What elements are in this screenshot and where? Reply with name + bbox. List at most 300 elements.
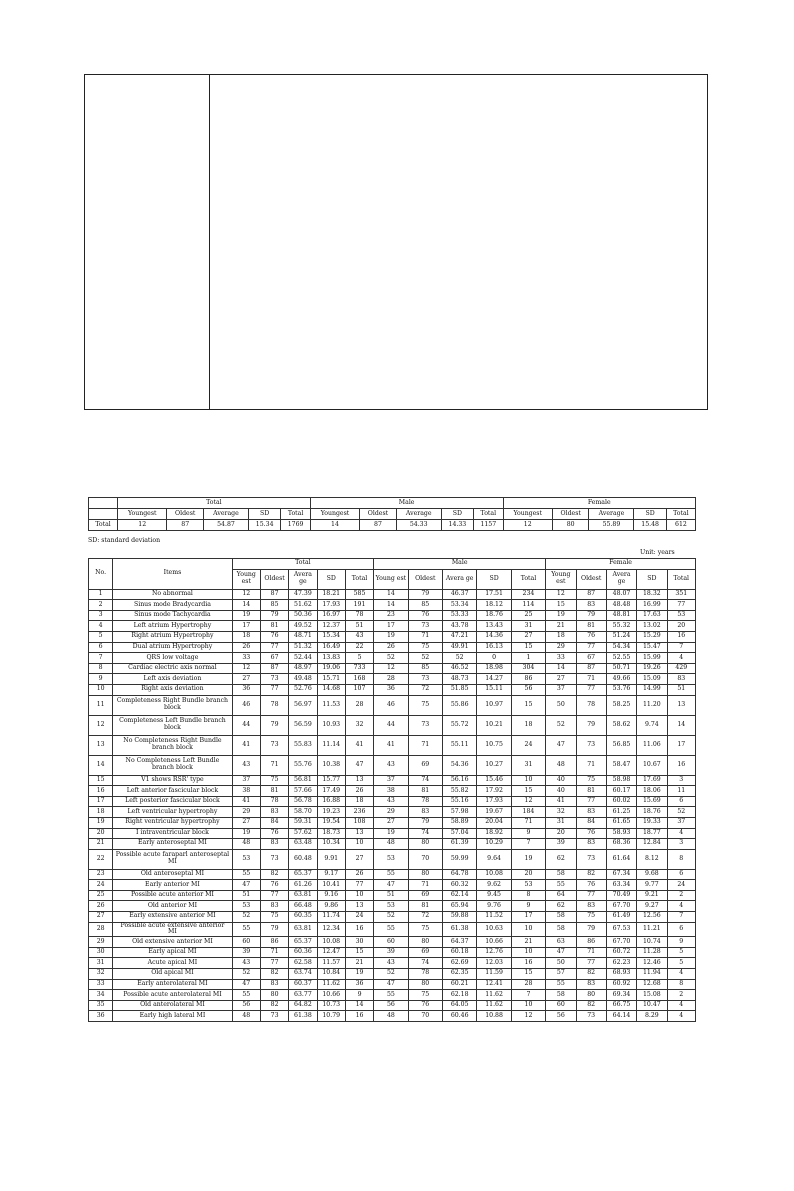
row-item-name: Old anteroseptal MI [113,869,232,880]
table-cell: 18 [232,631,260,642]
summary-row-label: Total [89,520,118,531]
table-cell: 55 [374,869,408,880]
table-cell: 58.89 [442,817,476,828]
table-cell: 46 [232,695,260,715]
table-cell: 304 [511,663,545,674]
table-cell: 44 [374,715,408,735]
table-cell: 75 [260,912,288,923]
table-row [89,890,696,901]
table-cell: 13.83 [317,653,345,664]
summary-table [88,497,696,531]
table-cell: 4 [667,1011,695,1022]
table-cell: 10 [511,1000,545,1011]
table-cell: 68.93 [606,969,636,980]
table-cell: 49.48 [289,674,317,685]
table-row [89,979,696,990]
table-cell: 66.48 [289,901,317,912]
row-number: 10 [89,684,113,695]
table-row [89,796,696,807]
table-cell: 43 [374,958,408,969]
table-cell: 83 [260,901,288,912]
summary-cell: 14 [310,520,359,531]
table-cell: 32 [546,807,576,818]
row-item-name: Old apical MI [113,969,232,980]
table-cell: 64.37 [442,937,476,948]
table-cell: 10 [511,947,545,958]
table-cell: 78 [576,695,606,715]
table-row [89,642,696,653]
table-cell: 15.99 [637,653,667,664]
table-cell: 6 [667,869,695,880]
table-cell: 65.37 [289,869,317,880]
table-cell: 56.16 [442,775,476,786]
table-cell: 12.34 [317,922,345,937]
table-cell: 41 [232,735,260,755]
table-row [89,828,696,839]
table-cell: 64.14 [606,1011,636,1022]
summary-subheader: Youngest [503,509,552,520]
table-cell: 36 [232,684,260,695]
table-cell: 67 [576,653,606,664]
items-group-male: Male [374,559,546,570]
table-cell: 29 [546,642,576,653]
table-cell: 12 [232,589,260,600]
table-cell: 9.64 [477,849,511,869]
table-cell: 7 [667,912,695,923]
table-cell: 9.16 [317,890,345,901]
table-cell: 57.66 [289,786,317,797]
sd-footnote: SD: standard deviation [88,537,161,544]
table-cell: 77 [576,642,606,653]
table-cell: 71 [408,880,442,891]
table-cell: 47 [374,880,408,891]
table-cell: 69 [408,947,442,958]
box-divider [209,75,210,409]
summary-subheader: Oldest [360,509,397,520]
table-cell: 41 [546,796,576,807]
table-cell: 71 [511,817,545,828]
table-cell: 80 [408,839,442,850]
row-item-name: Early anteroseptal MI [113,839,232,850]
table-cell: 27 [345,849,373,869]
table-cell: 8 [667,849,695,869]
table-cell: 40 [546,775,576,786]
table-cell: 60.36 [289,947,317,958]
table-cell: 48.97 [289,663,317,674]
table-cell: 37 [232,775,260,786]
table-cell: 55 [374,922,408,937]
table-cell: 10.41 [317,880,345,891]
table-cell: 12.47 [317,947,345,958]
table-cell: 16.88 [317,796,345,807]
table-cell: 60.72 [606,947,636,958]
table-cell: 46.52 [442,663,476,674]
table-cell: 77 [260,642,288,653]
row-number: 21 [89,839,113,850]
row-item-name: Possible acute anterolateral MI [113,990,232,1001]
table-cell: 83 [260,839,288,850]
table-cell: 57.98 [442,807,476,818]
table-cell: 76 [576,631,606,642]
table-cell: 57 [546,969,576,980]
table-cell: 17.69 [637,775,667,786]
table-cell: 19.26 [637,663,667,674]
items-subheader: Avera ge [289,569,317,589]
table-cell: 11.62 [317,979,345,990]
table-cell: 9.62 [477,880,511,891]
table-cell: 64.78 [442,869,476,880]
table-row [89,969,696,980]
table-cell: 56.81 [289,775,317,786]
table-cell: 38 [374,786,408,797]
row-item-name: Old extensive anterior MI [113,937,232,948]
row-item-name: Left atrium Hypertrophy [113,621,232,632]
table-cell: 51.24 [606,631,636,642]
table-cell: 62.23 [606,958,636,969]
table-row [89,869,696,880]
unit-label: Unit: years [640,549,675,556]
table-cell: 47 [546,735,576,755]
table-cell: 55.16 [442,796,476,807]
table-cell: 15 [546,600,576,611]
items-subheader: Oldest [576,569,606,589]
table-cell: 58.98 [606,775,636,786]
table-cell: 61.64 [606,849,636,869]
table-cell: 70.49 [606,890,636,901]
table-cell: 11.53 [317,695,345,715]
row-item-name: Old anterior MI [113,901,232,912]
items-subheader: SD [317,569,345,589]
table-row [89,600,696,611]
table-cell: 15 [511,642,545,653]
table-cell: 19 [232,610,260,621]
table-cell: 61.26 [289,880,317,891]
table-cell: 87 [576,663,606,674]
table-cell: 73 [576,1011,606,1022]
table-cell: 37 [374,775,408,786]
summary-group-total: Total [118,498,311,509]
table-cell: 47 [546,947,576,958]
table-cell: 11.21 [637,922,667,937]
row-number: 30 [89,947,113,958]
table-cell: 14.68 [317,684,345,695]
table-cell: 60.35 [289,912,317,923]
row-number: 24 [89,880,113,891]
table-cell: 15.11 [477,684,511,695]
table-cell: 18 [511,715,545,735]
summary-cell: 1157 [474,520,503,531]
table-cell: 51.32 [289,642,317,653]
table-cell: 71 [576,674,606,685]
table-cell: 11 [667,786,695,797]
table-cell: 9.45 [477,890,511,901]
table-cell: 75 [576,912,606,923]
table-cell: 82 [260,1000,288,1011]
summary-corner-cell [89,498,118,509]
table-cell: 58 [546,922,576,937]
table-cell: 19 [374,631,408,642]
table-cell: 62.18 [442,990,476,1001]
table-cell: 83 [667,674,695,685]
table-cell: 76 [576,828,606,839]
items-subheader: Young est [232,569,260,589]
table-cell: 56 [511,684,545,695]
table-cell: 10.27 [477,755,511,775]
table-cell: 19.33 [637,817,667,828]
table-cell: 75 [408,642,442,653]
table-cell: 16 [667,755,695,775]
table-cell: 9.68 [637,869,667,880]
table-cell: 81 [408,786,442,797]
table-cell: 53 [511,880,545,891]
table-cell: 15.47 [637,642,667,653]
table-cell: 29 [232,807,260,818]
table-cell: 10.88 [477,1011,511,1022]
table-cell: 10.75 [477,735,511,755]
summary-subheader: SD [441,509,473,520]
table-cell: 10.21 [477,715,511,735]
table-cell: 10.08 [477,869,511,880]
table-cell: 26 [232,642,260,653]
row-number: 22 [89,849,113,869]
table-cell: 79 [576,610,606,621]
table-cell: 49.66 [606,674,636,685]
summary-subheader: Youngest [118,509,167,520]
table-cell: 58 [546,912,576,923]
table-cell: 63.34 [606,880,636,891]
table-cell: 15.71 [317,674,345,685]
table-cell: 73 [260,1011,288,1022]
table-row [89,807,696,818]
table-cell: 12 [374,663,408,674]
table-cell: 77 [576,958,606,969]
table-cell: 72 [408,912,442,923]
table-cell: 75 [408,695,442,715]
table-cell: 85 [260,600,288,611]
row-number: 15 [89,775,113,786]
summary-subheader: SD [634,509,666,520]
table-row [89,674,696,685]
table-cell: 53 [374,901,408,912]
table-cell: 82 [576,1000,606,1011]
table-cell: 7 [511,839,545,850]
row-number: 36 [89,1011,113,1022]
table-cell: 11.14 [317,735,345,755]
table-cell: 18.92 [477,828,511,839]
table-cell: 11.62 [477,990,511,1001]
table-cell: 52 [232,969,260,980]
table-cell: 18.06 [637,786,667,797]
table-cell: 63 [546,937,576,948]
table-cell: 12.56 [637,912,667,923]
table-cell: 60.46 [442,1011,476,1022]
table-cell: 9.17 [317,869,345,880]
table-cell: 79 [260,715,288,735]
table-cell: 17 [667,735,695,755]
table-cell: 81 [260,621,288,632]
table-cell: 16 [345,922,373,937]
summary-subheader: Average [396,509,441,520]
row-item-name: Left axis deviation [113,674,232,685]
table-cell: 11.59 [477,969,511,980]
summary-subheader: Average [204,509,249,520]
table-cell: 69 [408,890,442,901]
table-cell: 81 [408,901,442,912]
table-cell: 10 [511,775,545,786]
table-cell: 55 [546,979,576,990]
items-subheader: Young est [546,569,576,589]
table-cell: 11.06 [637,735,667,755]
summary-cell: 1769 [281,520,310,531]
row-number: 19 [89,817,113,828]
table-cell: 79 [408,589,442,600]
table-cell: 51 [345,621,373,632]
table-cell: 59.99 [442,849,476,869]
table-cell: 4 [667,828,695,839]
row-item-name: Right atrium Hypertrophy [113,631,232,642]
table-cell: 79 [408,817,442,828]
table-cell: 10.66 [317,990,345,1001]
table-cell: 36 [374,684,408,695]
table-cell: 58.47 [606,755,636,775]
table-cell: 733 [345,663,373,674]
table-cell: 55 [232,869,260,880]
table-cell: 61.25 [606,807,636,818]
table-cell: 46 [374,695,408,715]
table-cell: 49.91 [442,642,476,653]
table-cell: 4 [667,1000,695,1011]
table-cell: 76 [260,631,288,642]
table-cell: 12 [546,589,576,600]
table-cell: 79 [260,610,288,621]
table-cell: 47.21 [442,631,476,642]
table-cell: 81 [576,786,606,797]
table-cell: 80 [576,990,606,1001]
items-group-header-row [89,559,696,570]
row-number: 27 [89,912,113,923]
table-cell: 76 [260,880,288,891]
table-cell: 63.81 [289,922,317,937]
row-item-name: Completeness Right Bundle branch block [113,695,232,715]
table-row [89,610,696,621]
table-cell: 51 [232,890,260,901]
summary-subheader: Total [666,509,695,520]
table-cell: 48 [374,1011,408,1022]
row-number: 33 [89,979,113,990]
row-number: 34 [89,990,113,1001]
table-cell: 10 [345,839,373,850]
table-cell: 62.35 [442,969,476,980]
table-cell: 32 [345,715,373,735]
table-cell: 64.82 [289,1000,317,1011]
table-cell: 48.48 [606,600,636,611]
table-cell: 56 [374,1000,408,1011]
table-cell: 62.58 [289,958,317,969]
table-cell: 31 [511,755,545,775]
table-cell: 55.82 [442,786,476,797]
row-number: 26 [89,901,113,912]
table-cell: 11.52 [477,912,511,923]
summary-cell: 612 [666,520,695,531]
table-cell: 39 [232,947,260,958]
table-cell: 9.91 [317,849,345,869]
row-item-name: Left ventricular hypertrophy [113,807,232,818]
table-cell: 65.94 [442,901,476,912]
summary-group-male: Male [310,498,503,509]
table-cell: 61.38 [442,922,476,937]
table-cell: 14 [546,663,576,674]
row-item-name: Cardiac electric axis normal [113,663,232,674]
table-cell: 27 [374,817,408,828]
table-row [89,775,696,786]
table-cell: 62 [546,849,576,869]
table-cell: 14.99 [637,684,667,695]
table-cell: 75 [408,922,442,937]
table-cell: 9.77 [637,880,667,891]
table-cell: 53.34 [442,600,476,611]
table-cell: 86 [260,937,288,948]
items-group-total: Total [232,559,374,570]
table-cell: 10.67 [637,755,667,775]
table-cell: 20 [511,869,545,880]
table-cell: 60.18 [442,947,476,958]
row-item-name: Possible acute extensive anterior MI [113,922,232,937]
summary-cell: 15.34 [248,520,280,531]
table-cell: 52 [408,653,442,664]
table-cell: 19.23 [317,807,345,818]
table-cell: 87 [260,589,288,600]
table-cell: 12.03 [477,958,511,969]
table-cell: 52 [374,969,408,980]
table-cell: 50.36 [289,610,317,621]
table-cell: 429 [667,663,695,674]
table-cell: 9.21 [637,890,667,901]
empty-boxed-area [84,74,708,410]
table-cell: 55.32 [606,621,636,632]
table-cell: 67.53 [606,922,636,937]
table-cell: 8.12 [637,849,667,869]
table-cell: 71 [408,631,442,642]
table-cell: 56.97 [289,695,317,715]
table-cell: 10.93 [317,715,345,735]
row-number: 32 [89,969,113,980]
table-cell: 43.78 [442,621,476,632]
summary-cell: 54.33 [396,520,441,531]
table-cell: 48.81 [606,610,636,621]
table-cell: 78 [408,969,442,980]
table-row [89,937,696,948]
table-cell: 14 [374,589,408,600]
table-cell: 50 [546,958,576,969]
table-cell: 16 [511,958,545,969]
table-cell: 54.34 [606,642,636,653]
table-cell: 5 [667,958,695,969]
table-cell: 57.04 [442,828,476,839]
table-cell: 19.06 [317,663,345,674]
table-cell: 65.37 [289,937,317,948]
summary-cell: 80 [552,520,589,531]
table-row [89,990,696,1001]
table-cell: 47 [232,979,260,990]
table-cell: 17.63 [637,610,667,621]
table-cell: 18.32 [637,589,667,600]
row-item-name: Completeness Left Bundle branch block [113,715,232,735]
row-number: 25 [89,890,113,901]
table-cell: 46.37 [442,589,476,600]
table-row [89,901,696,912]
row-number: 20 [89,828,113,839]
table-cell: 61.38 [289,1011,317,1022]
